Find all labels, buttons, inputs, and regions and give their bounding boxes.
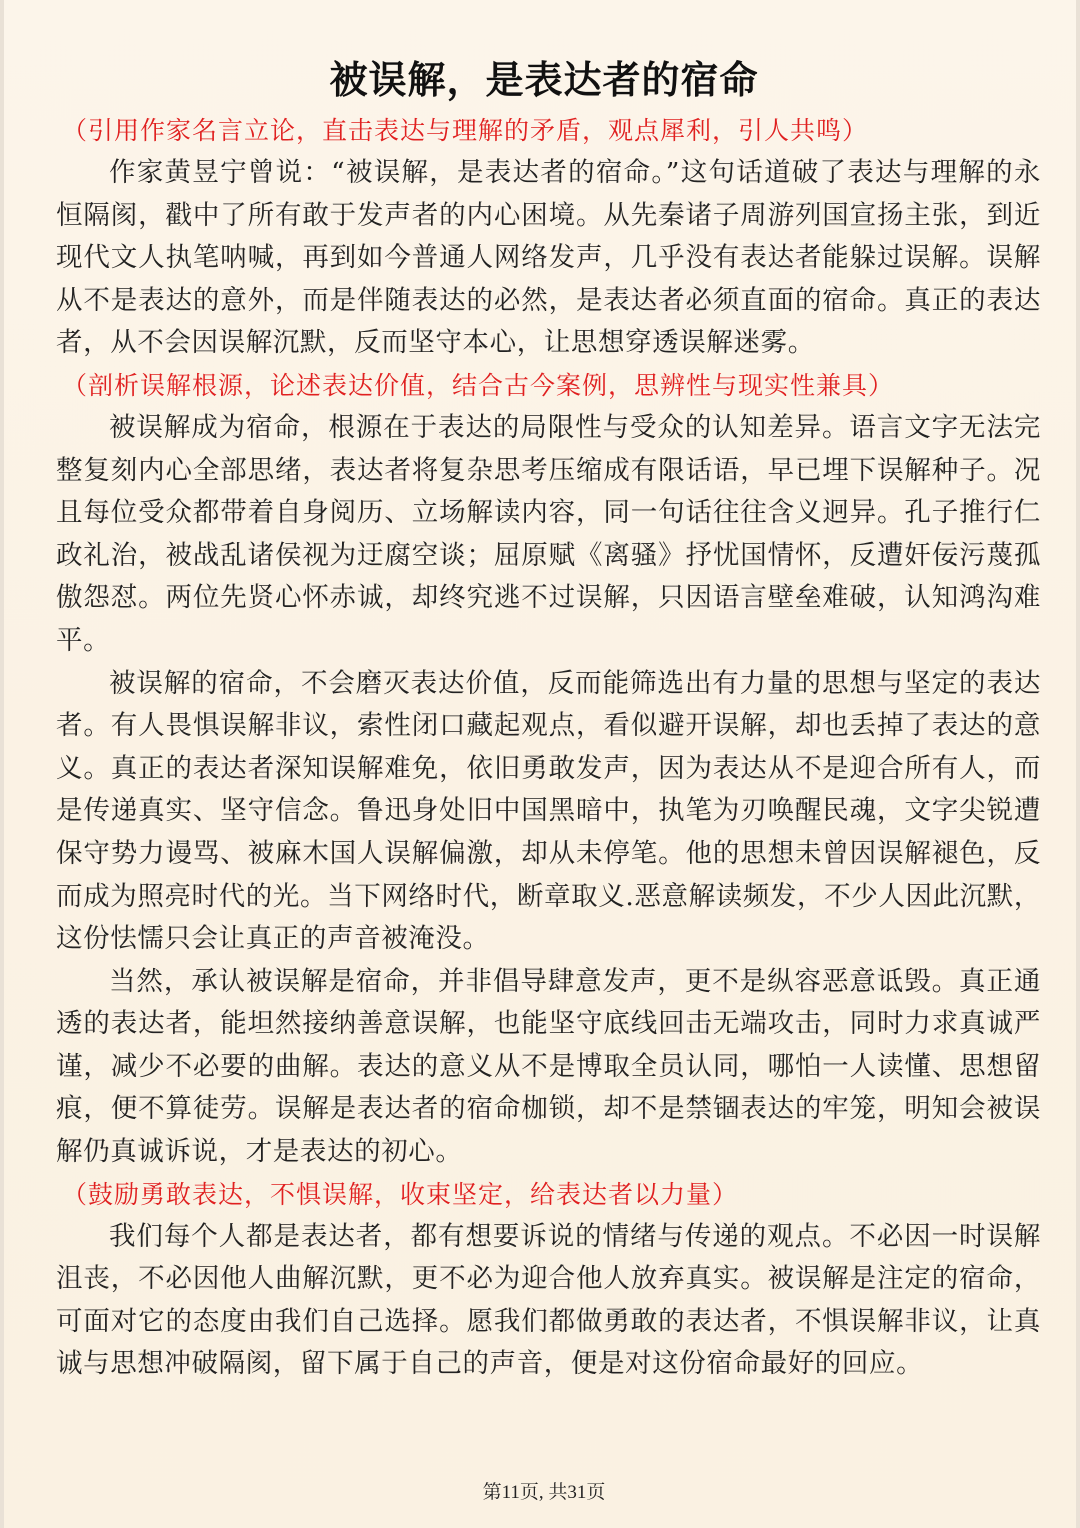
annotation-note: （引用作家名言立论，直击表达与理解的矛盾，观点犀利，引人共鸣） xyxy=(62,116,869,145)
annotation-note: （鼓励勇敢表达，不惧误解，收束坚定，给表达者以力量） xyxy=(62,1179,739,1209)
page-title: 被误解，是表达者的宿命 xyxy=(329,58,759,102)
article-body xyxy=(56,110,1041,1386)
annotation-note: （剖析误解根源，论述表达价值，结合古今案例，思辨性与现实性兼具） xyxy=(62,370,895,400)
paragraph: 被误解的宿命，不会磨灭表达价值，反而能筛选出有力量的思想与坚定的表达者。有人畏惧误解非议，索性闭口藏起观点，看似避开误解，却也丢掉了表达的意义。真正的表达者深知误解难免，依旧勇敢发声，因为表达从不是迎合所有人，而是传递真实、坚守信念。鲁迅身处旧中国黑暗中，执笔为刃唤醒民魂，文字尖锐遭保守势力谩骂、被麻木国人误解偏激，却从未停笔。他的思想未曾因误解褪色，反而成为照亮时代的光。当下网络时代，断章取义.恶意解读频发，不少人因此沉默，这份怯懦只会让真正的声音被淹没。 xyxy=(56,667,1041,955)
paragraph: 当然，承认被误解是宿命，并非倡导肆意发声，更不是纵容恶意诋毁。真正通透的表达者，能坦然接纳善意误解，也能坚守底线回击无端攻击，同时力求真诚严谨，减少不必要的曲解。表达的意义从不是博取全员认同，哪怕一人读懂、思想留痕，便不算徒劳。误解是表达者的宿命枷锁，却不是禁锢表达的牢笼，明知会被误解仍真诚诉说，才是表达的初心。 xyxy=(56,965,1041,1168)
paragraph: 作家黄昱宁曾说：“被误解，是表达者的宿命。”这句话道破了表达与理解的永恒隔阂，戳中了所有敢于发声者的内心困境。从先秦诸子周游列国宣扬主张，到近现代文人执笔呐喊，再到如今普通人网络发声，几乎没有表达者能躲过误解。误解从不是表达的意外，而是伴随表达的必然，是表达者必须直面的宿命。真正的表达者，从不会因误解沉默，反而坚守本心，让思想穿透误解迷雾。 xyxy=(56,157,1041,359)
page-number-footer: 第11页, 共31页 xyxy=(482,1482,606,1503)
paragraph: 我们每个人都是表达者，都有想要诉说的情绪与传递的观点。不必因一时误解沮丧，不必因他人曲解沉默，更不必为迎合他人放弃真实。被误解是注定的宿命，可面对它的态度由我们自己选择。愿我们都做勇敢的表达者，不惧误解非议，让真诚与思想冲破隔阂，留下属于自己的声音，便是对这份宿命最好的回应。 xyxy=(56,1220,1041,1380)
paragraph: 被误解成为宿命，根源在于表达的局限性与受众的认知差异。语言文字无法完整复刻内心全部思绪，表达者将复杂思考压缩成有限话语，早已埋下误解种子。况且每位受众都带着自身阅历、立场解读内容，同一句话往往含义迥异。孔子推行仁政礼治，被战乱诸侯视为迂腐空谈；屈原赋《离骚》抒忧国情怀，反遭奸佞污蔑孤傲怨怼。两位先贤心怀赤诚，却终究逃不过误解，只因语言壁垒难破，认知鸿沟难平。 xyxy=(56,411,1041,656)
